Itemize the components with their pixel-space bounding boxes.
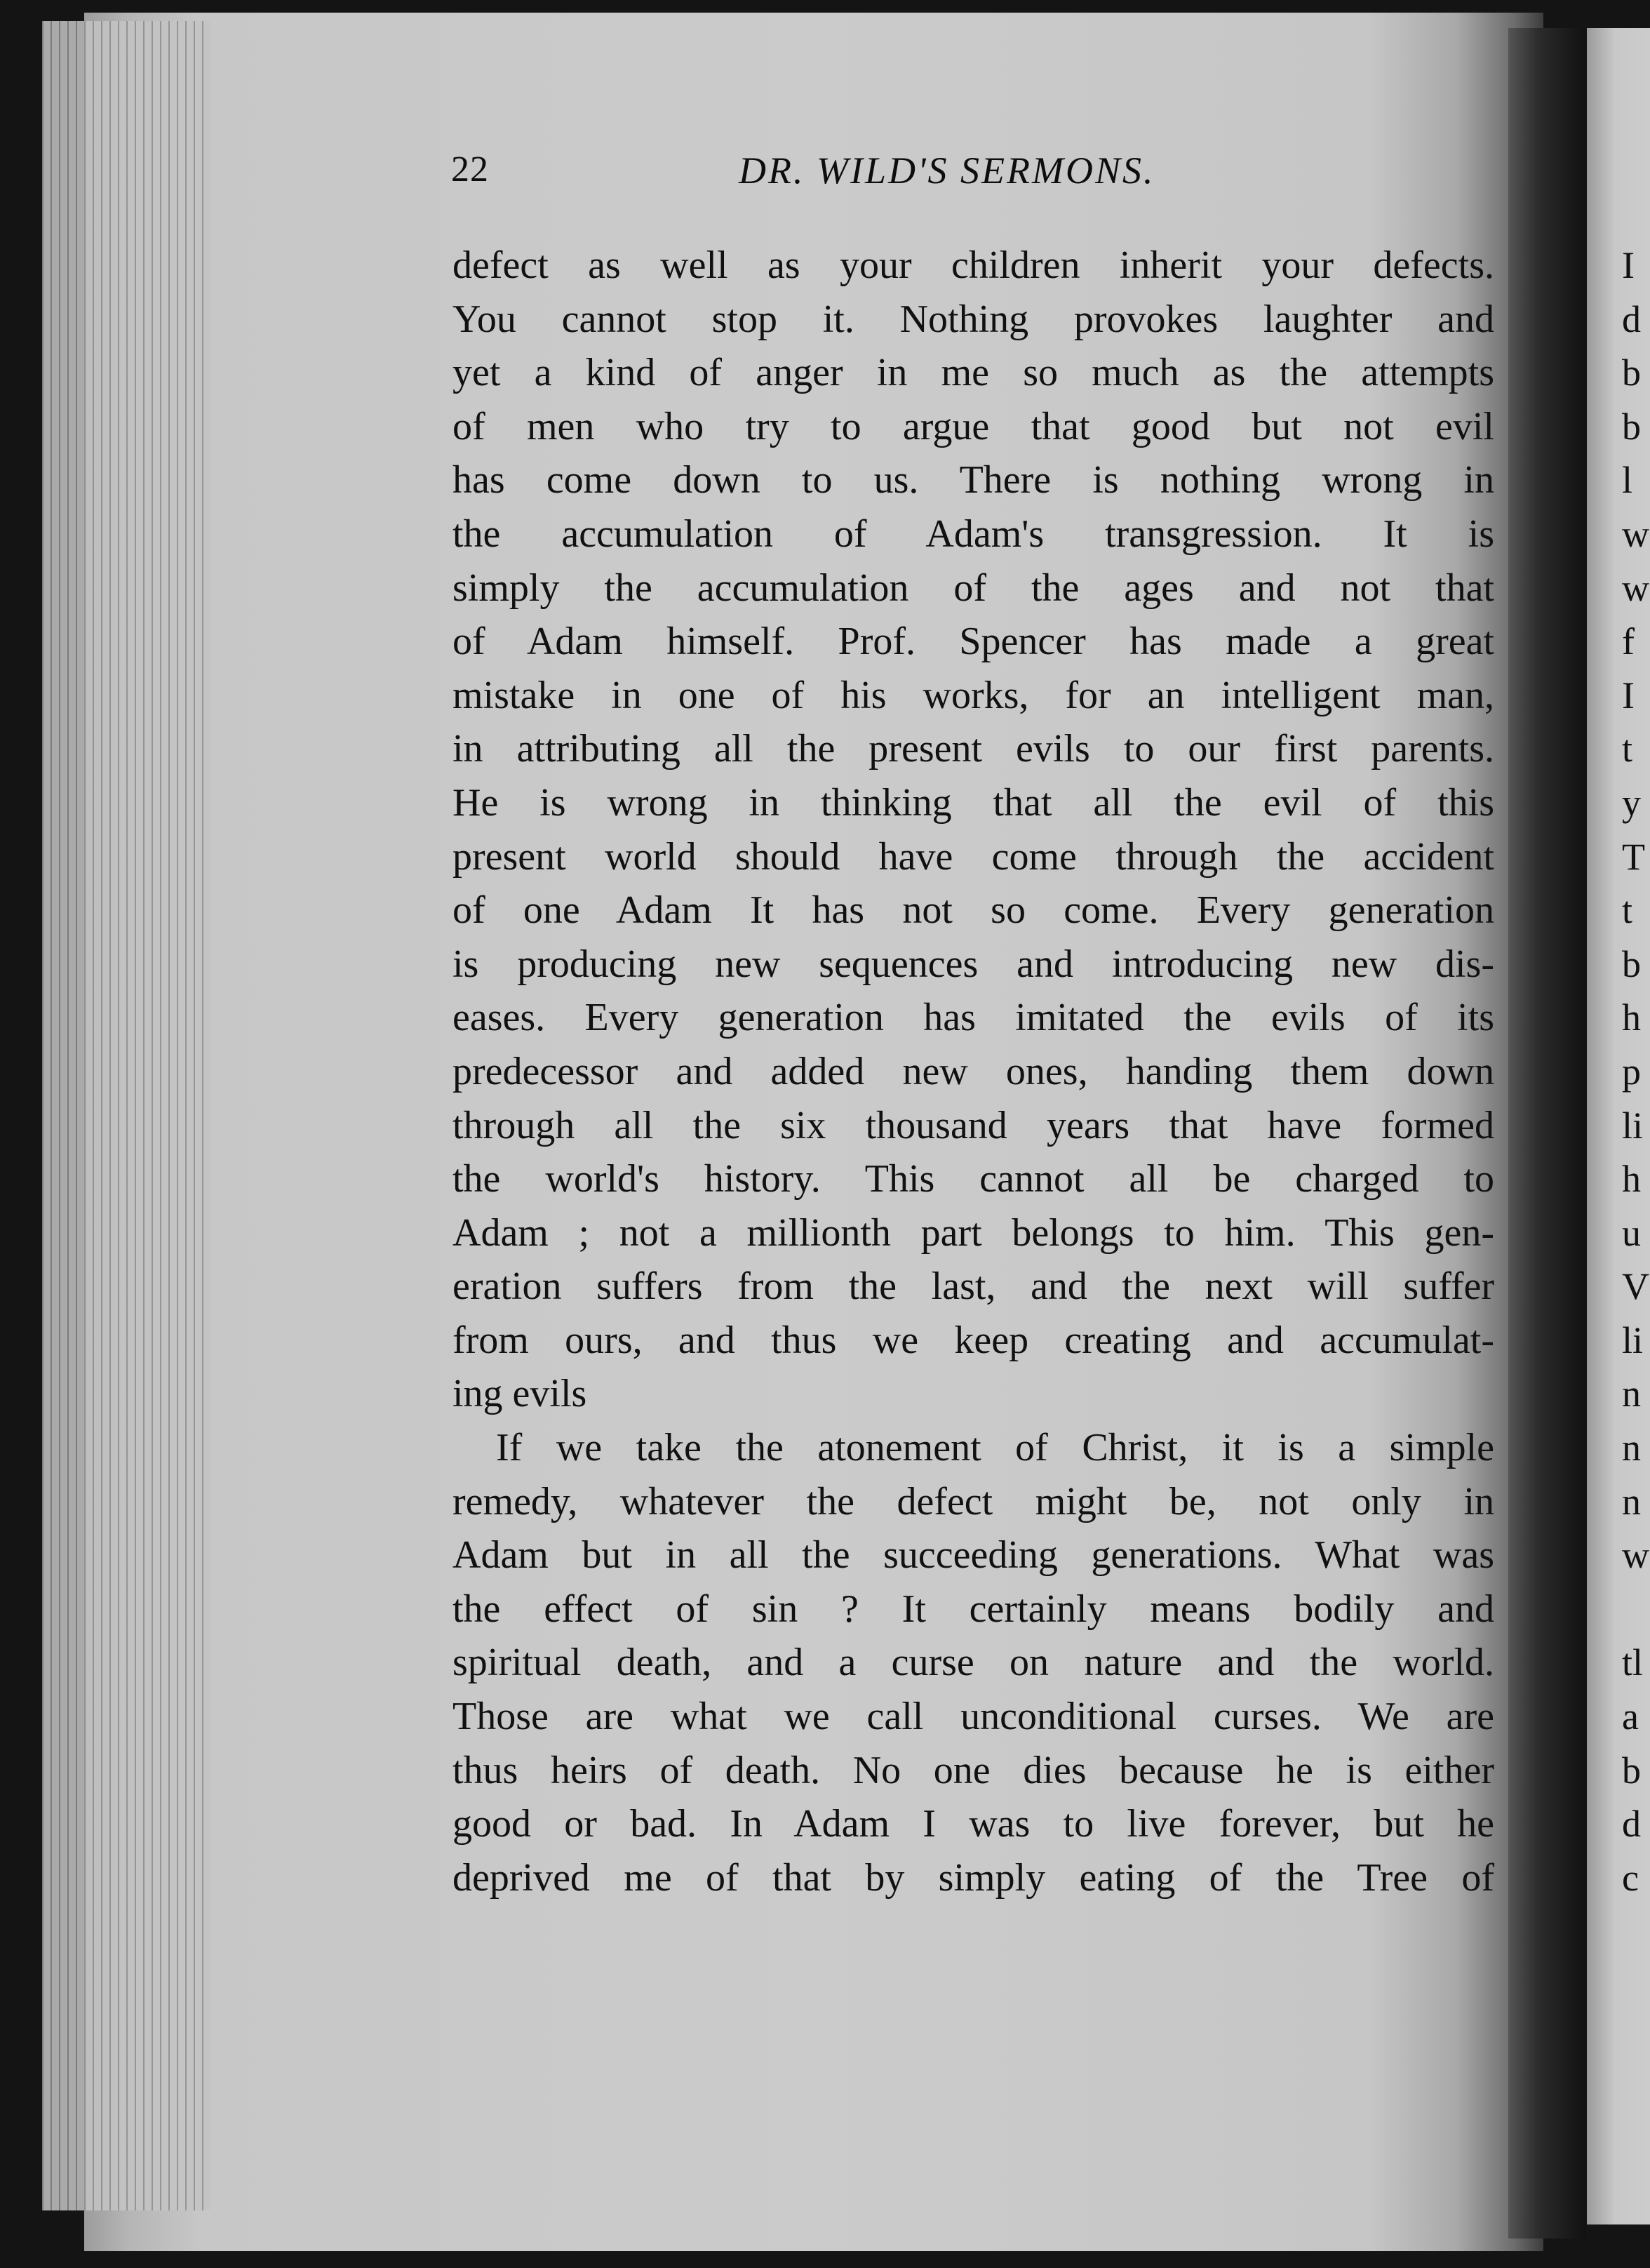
facing-text-fragment: b bbox=[1622, 352, 1641, 394]
text-line: Adam but in all the succeeding generations. What was bbox=[452, 1533, 1494, 1577]
text-line: through all the six thousand years that have formed bbox=[452, 1103, 1494, 1147]
facing-text-fragment: tl bbox=[1622, 1641, 1644, 1684]
facing-text-fragment: t bbox=[1622, 728, 1633, 771]
facing-text-fragment: h bbox=[1622, 1158, 1641, 1201]
facing-text-fragment: n bbox=[1622, 1373, 1641, 1415]
text-line: ing evils bbox=[452, 1372, 587, 1416]
facing-text-fragment: w bbox=[1622, 512, 1649, 555]
facing-text-fragment: u bbox=[1622, 1211, 1641, 1254]
page-edges bbox=[42, 21, 210, 2210]
text-line: He is wrong in thinking that all the evil of this bbox=[452, 780, 1494, 825]
facing-text-fragment: n bbox=[1622, 1480, 1641, 1523]
text-line: present world should have come through the accident bbox=[452, 834, 1494, 879]
text-line: mistake in one of his works, for an intelligent man, bbox=[452, 673, 1494, 717]
text-line: of Adam himself. Prof. Spencer has made a great bbox=[452, 620, 1494, 664]
facing-text-fragment: d bbox=[1622, 1803, 1641, 1846]
text-line: thus heirs of death. No one dies because he is either bbox=[452, 1748, 1494, 1792]
facing-text-fragment: V bbox=[1622, 1265, 1649, 1308]
body-text bbox=[452, 239, 1494, 1905]
facing-text-fragment: T bbox=[1622, 835, 1645, 878]
text-line: is producing new sequences and introducing new dis- bbox=[452, 942, 1494, 986]
facing-text-fragment: b bbox=[1622, 405, 1641, 448]
text-line: You cannot stop it. Nothing provokes laughter and bbox=[452, 297, 1494, 341]
facing-text-fragment: w bbox=[1622, 566, 1649, 609]
text-line: deprived me of that by simply eating of the Tree of bbox=[452, 1855, 1494, 1900]
facing-text-fragment: l bbox=[1622, 459, 1633, 502]
facing-text-fragment: c bbox=[1622, 1856, 1639, 1899]
facing-text-fragment: n bbox=[1622, 1427, 1641, 1469]
text-line: of men who try to argue that good but not evil bbox=[452, 404, 1494, 448]
text-line: the world's history. This cannot all be charged to bbox=[452, 1157, 1494, 1201]
facing-text-fragment: li bbox=[1622, 1104, 1644, 1147]
text-line: spiritual death, and a curse on nature and the world. bbox=[452, 1641, 1494, 1685]
facing-text-fragment: p bbox=[1622, 1050, 1641, 1093]
facing-page-text bbox=[1622, 239, 1649, 1905]
book-gutter bbox=[1508, 28, 1585, 2239]
text-line: simply the accumulation of the ages and not that bbox=[452, 566, 1494, 610]
text-line: If we take the atonement of Christ, it is a simple bbox=[496, 1426, 1494, 1470]
text-line: remedy, whatever the defect might be, not only in bbox=[452, 1479, 1494, 1523]
text-line: defect as well as your children inherit your defects. bbox=[452, 244, 1494, 287]
text-line: predecessor and added new ones, handing them down bbox=[452, 1049, 1494, 1093]
facing-text-fragment: a bbox=[1622, 1695, 1639, 1738]
facing-text-fragment: b bbox=[1622, 942, 1641, 985]
facing-text-fragment: y bbox=[1622, 781, 1641, 824]
facing-text-fragment: f bbox=[1622, 620, 1635, 663]
facing-text-fragment: d bbox=[1622, 298, 1641, 340]
text-line: eases. Every generation has imitated the evils of its bbox=[452, 996, 1494, 1040]
text-line: has come down to us. There is nothing wrong in bbox=[452, 458, 1494, 502]
facing-text-fragment: I bbox=[1622, 674, 1635, 716]
text-line: in attributing all the present evils to our first parents. bbox=[452, 727, 1494, 771]
facing-text-fragment: t bbox=[1622, 889, 1633, 932]
facing-text-fragment: h bbox=[1622, 996, 1641, 1039]
running-head bbox=[451, 149, 1198, 205]
text-line: the accumulation of Adam's transgression. It is bbox=[452, 512, 1494, 556]
facing-text-fragment bbox=[1622, 1582, 1649, 1636]
facing-text-fragment: b bbox=[1622, 1749, 1641, 1792]
text-line: the effect of sin ? It certainly means bodily and bbox=[452, 1587, 1494, 1631]
facing-text-fragment: w bbox=[1622, 1534, 1649, 1577]
facing-text-fragment: li bbox=[1622, 1319, 1644, 1361]
text-line: from ours, and thus we keep creating and accumulat- bbox=[452, 1318, 1494, 1362]
running-title: DR. WILD'S SERMONS. bbox=[739, 149, 1155, 192]
text-line: yet a kind of anger in me so much as the attempts bbox=[452, 351, 1494, 395]
text-line: eration suffers from the last, and the next will suffer bbox=[452, 1265, 1494, 1309]
text-line: Those are what we call unconditional curses. We are bbox=[452, 1695, 1494, 1739]
text-line: of one Adam It has not so come. Every generation bbox=[452, 888, 1494, 933]
text-line: Adam ; not a millionth part belongs to him. This gen- bbox=[452, 1210, 1494, 1255]
text-line: good or bad. In Adam I was to live forever, but he bbox=[452, 1802, 1494, 1846]
page-number: 22 bbox=[451, 149, 489, 189]
facing-text-fragment: I bbox=[1622, 244, 1635, 286]
